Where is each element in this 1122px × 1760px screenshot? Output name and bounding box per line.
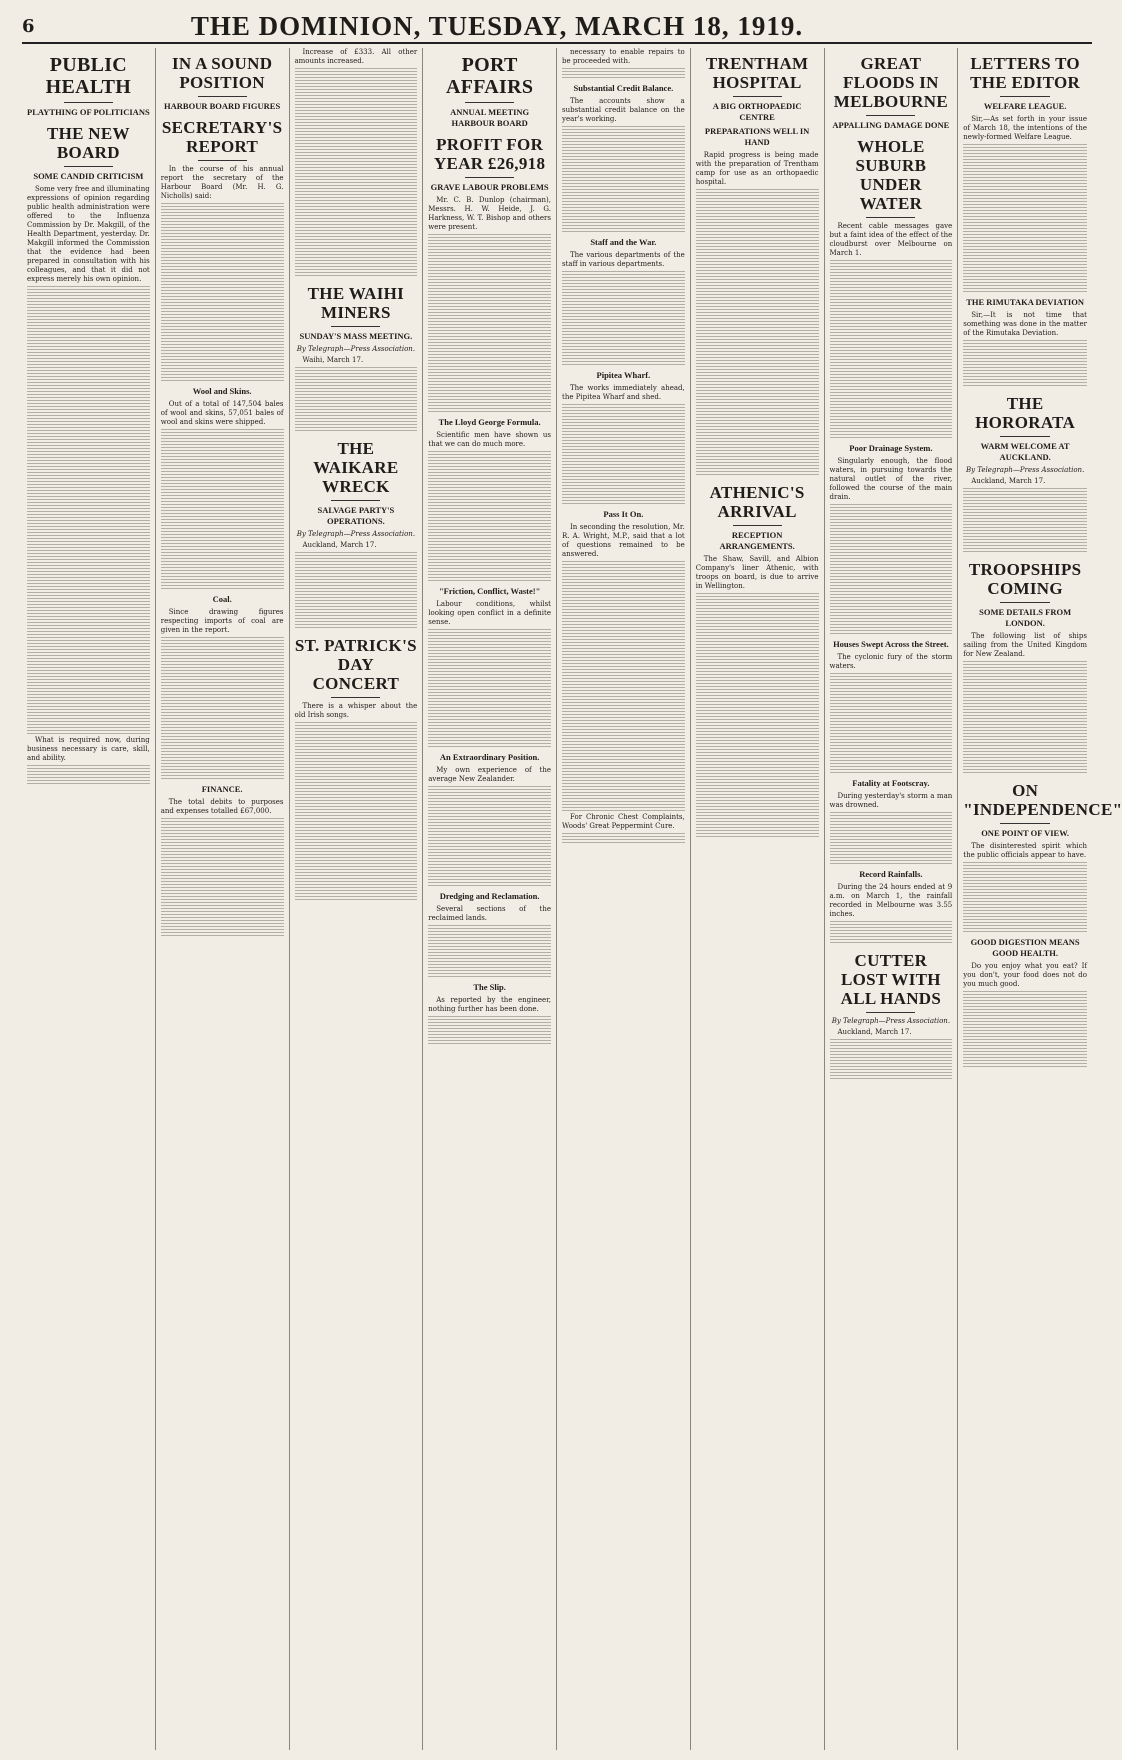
article-text-lines xyxy=(562,68,685,80)
headline: THE NEW BOARD xyxy=(46,124,130,162)
columns xyxy=(22,48,1122,1750)
article-text-lines xyxy=(295,68,418,278)
article-body xyxy=(161,608,284,781)
article-text-lines xyxy=(963,144,1087,294)
article-lead-text: The cyclonic fury of the storm waters. xyxy=(829,653,953,670)
subheading: The Slip. xyxy=(473,982,506,992)
article-text-lines xyxy=(562,561,685,813)
divider xyxy=(331,697,380,698)
headline: GREAT FLOODS IN MELBOURNE xyxy=(833,54,948,111)
article-body xyxy=(161,400,284,591)
article-body xyxy=(428,905,551,979)
article-lead-text: Out of a total of 147,504 bales of wool and skins, 57,051 bales of wool and skins were shipped. xyxy=(160,400,284,426)
article-text-lines xyxy=(830,260,953,440)
article-lead-text: There is a whisper about the old Irish songs. xyxy=(294,702,418,719)
article-lead-text: Do you enjoy what you eat? If you don't, your food does not do you much good. xyxy=(963,962,1087,988)
headline: PUBLIC HEALTH xyxy=(45,54,132,98)
article-body xyxy=(696,151,819,477)
article-text-lines xyxy=(830,921,953,945)
subheading: Pass It On. xyxy=(603,509,644,519)
article-body xyxy=(295,356,418,433)
article-text-lines xyxy=(428,925,551,979)
article-lead-text: Auckland, March 17. xyxy=(971,477,1046,485)
masthead xyxy=(22,10,1092,44)
divider xyxy=(331,326,380,327)
headline: WHOLE SUBURB UNDER WATER xyxy=(855,137,927,213)
column-7 xyxy=(825,48,959,1750)
divider xyxy=(1000,436,1050,437)
subheading: THE RIMUTAKA DEVIATION xyxy=(966,297,1084,307)
subheading: SOME DETAILS FROM LONDON. xyxy=(979,607,1072,628)
divider xyxy=(198,160,247,161)
subheading: WARM WELCOME AT AUCKLAND. xyxy=(980,441,1070,462)
divider xyxy=(1000,96,1050,97)
headline: TROOPSHIPS COMING xyxy=(968,560,1082,598)
subheading: GOOD DIGESTION MEANS GOOD HEALTH. xyxy=(970,937,1080,958)
article-lead-text: In the course of his annual report the secretary of the Harbour Board (Mr. H. G. Nicholls) said: xyxy=(160,165,284,200)
article-body xyxy=(428,196,551,414)
article-text-lines xyxy=(161,818,284,938)
article-text-lines xyxy=(562,126,685,234)
headline: SECRETARY'S REPORT xyxy=(161,118,283,156)
article-lead-text: The Shaw, Savill, and Albion Company's liner Athenic, with troops on board, is due to arrive in Wellington. xyxy=(695,555,819,590)
subheading: ONE POINT OF VIEW. xyxy=(981,828,1070,838)
article-body xyxy=(161,798,284,938)
headline: PROFIT FOR YEAR £26,918 xyxy=(433,135,546,173)
article-body xyxy=(562,251,685,367)
headline: THE HORORATA xyxy=(975,394,1076,432)
article-text-lines xyxy=(27,286,150,736)
article-body xyxy=(963,632,1087,775)
article-lead-text: Scientific men have shown us that we can do much more. xyxy=(428,431,551,448)
article-body xyxy=(27,185,150,736)
headline: ON "INDEPENDENCE" xyxy=(963,781,1122,819)
article-lead-text: For Chronic Chest Complaints, Woods' Great Peppermint Cure. xyxy=(562,813,685,830)
headline: ATHENIC'S ARRIVAL xyxy=(709,483,805,521)
subheading: Coal. xyxy=(212,594,232,604)
article-body xyxy=(696,555,819,839)
subheading: GRAVE LABOUR PROBLEMS xyxy=(430,182,549,192)
subheading: PLAYTHING OF POLITICIANS xyxy=(27,107,150,117)
subheading: "Friction, Conflict, Waste!" xyxy=(438,586,541,596)
article-lead-text: What is required now, during business necessary is care, skill, and ability. xyxy=(27,736,150,762)
article-lead-text: necessary to enable repairs to be proceeded with. xyxy=(562,48,685,65)
headline: THE WAIKARE WRECK xyxy=(313,439,399,496)
divider xyxy=(465,102,514,103)
article-text-lines xyxy=(161,429,284,591)
divider xyxy=(465,177,514,178)
divider xyxy=(733,525,782,526)
subheading: Staff and the War. xyxy=(590,237,657,247)
article-lead-text: The following list of ships sailing from the United Kingdom for New Zealand. xyxy=(963,632,1087,658)
article-body xyxy=(562,48,685,80)
subheading: Houses Swept Across the Street. xyxy=(833,639,949,649)
subheading: WELFARE LEAGUE. xyxy=(983,101,1067,111)
divider xyxy=(331,500,380,501)
column-6 xyxy=(691,48,825,1750)
headline: LETTERS TO THE EDITOR xyxy=(970,54,1081,92)
subheading: FINANCE. xyxy=(201,784,243,794)
article-lead-text: Sir,—It is not time that something was done in the matter of the Rimutaka Deviation. xyxy=(963,311,1087,337)
article-lead-text: Auckland, March 17. xyxy=(837,1028,912,1036)
article-body xyxy=(963,477,1087,554)
article-lead-text: During yesterday's storm a man was drowned. xyxy=(829,792,953,809)
article-body xyxy=(161,165,284,383)
article-text-lines xyxy=(27,765,150,786)
divider xyxy=(64,166,113,167)
divider xyxy=(866,1012,915,1013)
subheading: Wool and Skins. xyxy=(192,386,252,396)
article-text-lines xyxy=(963,661,1087,775)
article-body xyxy=(963,842,1087,934)
article-text-lines xyxy=(963,340,1087,388)
article-lead-text: Mr. C. B. Dunlop (chairman), Messrs. H. W. Heide, J. G. Harkness, W. T. Bishop and others were present. xyxy=(428,196,551,231)
article-text-lines xyxy=(830,812,953,866)
column-2 xyxy=(156,48,290,1750)
subheading: SOME CANDID CRITICISM xyxy=(33,171,144,181)
article-text-lines xyxy=(830,673,953,775)
byline: By Telegraph—Press Association. xyxy=(296,530,416,538)
divider xyxy=(733,96,782,97)
article-lead-text: The accounts show a substantial credit balance on the year's working. xyxy=(562,97,685,123)
article-lead-text: Some very free and illuminating expressions of opinion regarding public health administration were offered to the Influenza Commission by Dr. Makgill, of the Health Department, yesterday. Dr. Makgill informed the Commission that the evidence had been prepared in consultation with his colleagues, and that it did not express merely his own opinion. xyxy=(27,185,150,283)
article-body xyxy=(830,457,953,636)
article-body xyxy=(830,653,953,775)
subheading: The Lloyd George Formula. xyxy=(438,417,541,427)
byline: By Telegraph—Press Association. xyxy=(296,345,416,353)
subheading: Pipitea Wharf. xyxy=(596,370,651,380)
article-lead-text: Several sections of the reclaimed lands. xyxy=(428,905,551,922)
article-text-lines xyxy=(562,404,685,506)
article-text-lines xyxy=(696,189,819,477)
article-text-lines xyxy=(696,593,819,839)
subheading: APPALLING DAMAGE DONE xyxy=(832,120,950,130)
article-text-lines xyxy=(428,451,551,583)
page-number: 6 xyxy=(22,15,35,37)
article-body xyxy=(830,792,953,866)
article-body xyxy=(830,1028,953,1081)
article-body xyxy=(428,600,551,749)
article-body xyxy=(963,115,1087,294)
article-body xyxy=(295,541,418,630)
article-lead-text: Rapid progress is being made with the preparation of Trentham camp for use as an orthopaedic hospital. xyxy=(695,151,819,186)
article-body xyxy=(830,222,953,440)
article-lead-text: My own experience of the average New Zealander. xyxy=(428,766,551,783)
article-text-lines xyxy=(562,271,685,367)
article-lead-text: During the 24 hours ended at 9 a.m. on March 1, the rainfall recorded in Melbourne was 3.55 inches. xyxy=(829,883,953,918)
divider xyxy=(1000,823,1050,824)
article-text-lines xyxy=(161,637,284,781)
column-4 xyxy=(423,48,557,1750)
subheading: HARBOUR BOARD FIGURES xyxy=(164,101,281,111)
article-body xyxy=(963,962,1087,1069)
article-lead-text: The works immediately ahead, the Pipitea Wharf and shed. xyxy=(562,384,685,401)
subheading: Substantial Credit Balance. xyxy=(573,83,674,93)
subheading: Record Rainfalls. xyxy=(859,869,923,879)
byline: By Telegraph—Press Association. xyxy=(831,1017,951,1025)
article-lead-text: Labour conditions, whilst looking open conflict in a definite sense. xyxy=(428,600,551,626)
article-lead-text: Auckland, March 17. xyxy=(302,541,377,549)
headline: IN A SOUND POSITION xyxy=(171,54,273,92)
article-text-lines xyxy=(963,991,1087,1069)
subheading: Poor Drainage System. xyxy=(849,443,933,453)
byline: By Telegraph—Press Association. xyxy=(965,466,1085,474)
article-text-lines xyxy=(161,203,284,383)
article-body xyxy=(830,883,953,945)
subheading: An Extraordinary Position. xyxy=(439,752,540,762)
column-1 xyxy=(22,48,156,1750)
article-lead-text: In seconding the resolution, Mr. R. A. Wright, M.P., said that a lot of questions remained to be answered. xyxy=(562,523,685,558)
article-lead-text: Recent cable messages gave but a faint idea of the effect of the cloudburst over Melbourne on March 1. xyxy=(829,222,953,257)
subheading: RECEPTION ARRANGEMENTS. xyxy=(719,530,795,551)
article-body xyxy=(295,702,418,902)
article-text-lines xyxy=(295,367,418,433)
article-body xyxy=(27,736,150,786)
subheading: ANNUAL MEETING HARBOUR BOARD xyxy=(450,107,530,128)
paper-title: THE DOMINION, TUESDAY, MARCH 18, 1919. xyxy=(190,10,804,41)
divider xyxy=(866,217,915,218)
article-body xyxy=(428,766,551,888)
article-lead-text: The various departments of the staff in various departments. xyxy=(562,251,685,268)
divider xyxy=(1000,602,1050,603)
article-text-lines xyxy=(428,234,551,414)
column-3 xyxy=(290,48,424,1750)
article-text-lines xyxy=(428,629,551,749)
article-text-lines xyxy=(428,786,551,888)
article-body xyxy=(428,431,551,583)
headline: ST. PATRICK'S DAY CONCERT xyxy=(294,636,417,693)
article-lead-text: The disinterested spirit which the public officials appear to have. xyxy=(963,842,1087,859)
subheading: A BIG ORTHOPAEDIC CENTRE xyxy=(712,101,802,122)
article-lead-text: Singularly enough, the flood waters, in pursuing towards the natural outlet of the river, followed the course of the main drain. xyxy=(829,457,953,501)
article-body xyxy=(963,311,1087,388)
article-body xyxy=(562,97,685,234)
article-body xyxy=(562,384,685,506)
article-text-lines xyxy=(963,488,1087,554)
subheading: PREPARATIONS WELL IN HAND xyxy=(704,126,810,147)
article-body xyxy=(562,523,685,813)
headline: CUTTER LOST WITH ALL HANDS xyxy=(840,951,942,1008)
article-text-lines xyxy=(830,1039,953,1081)
headline: THE WAIHI MINERS xyxy=(307,284,405,322)
article-text-lines xyxy=(562,833,685,845)
headline: TRENTHAM HOSPITAL xyxy=(705,54,809,92)
article-body xyxy=(295,48,418,278)
divider xyxy=(64,102,113,103)
article-lead-text: Sir,—As set forth in your issue of March 18, the intentions of the newly-formed Welfare League. xyxy=(963,115,1087,141)
article-lead-text: The total debits to purposes and expenses totalled £67,000. xyxy=(160,798,284,815)
headline: PORT AFFAIRS xyxy=(445,54,534,98)
divider xyxy=(198,96,247,97)
article-lead-text: Increase of £333. All other amounts increased. xyxy=(294,48,418,65)
column-8 xyxy=(958,48,1122,1750)
article-text-lines xyxy=(295,722,418,902)
subheading: SUNDAY'S MASS MEETING. xyxy=(299,331,413,341)
subheading: SALVAGE PARTY'S OPERATIONS. xyxy=(317,505,395,526)
article-lead-text: Waihi, March 17. xyxy=(302,356,364,364)
subheading: Dredging and Reclamation. xyxy=(439,891,540,901)
divider xyxy=(866,115,915,116)
subheading: Fatality at Footscray. xyxy=(852,778,930,788)
article-body xyxy=(562,813,685,845)
article-lead-text: As reported by the engineer, nothing further has been done. xyxy=(428,996,551,1013)
article-body xyxy=(428,996,551,1046)
article-text-lines xyxy=(295,552,418,630)
article-lead-text: Since drawing figures respecting imports of coal are given in the report. xyxy=(160,608,284,634)
article-text-lines xyxy=(830,504,953,636)
article-text-lines xyxy=(428,1016,551,1046)
column-5 xyxy=(557,48,691,1750)
article-text-lines xyxy=(963,862,1087,934)
